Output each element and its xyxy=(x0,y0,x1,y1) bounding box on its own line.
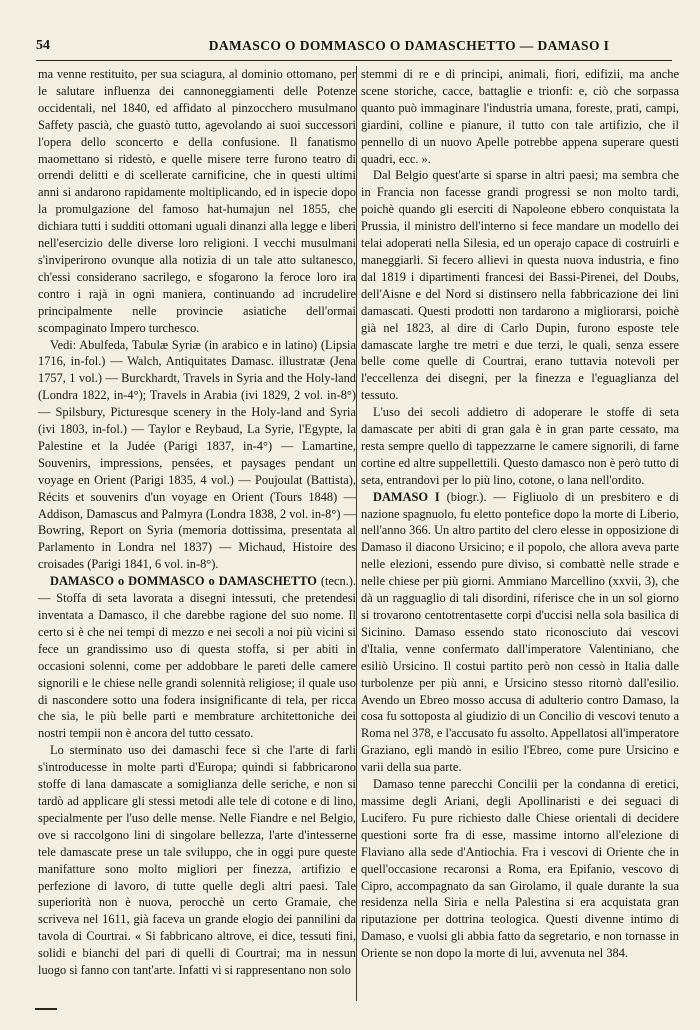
paragraph: stemmi di re e di principi, animali, fiori, edifizii, ma anche scene storiche, cacce, battaglie e trionfi: e, ciò che sorpassa quanto può immaginare l'industria umana, foreste, prati, campi, giardini, colline e pianure, il tutto con tale artifizio, che il pennello di un nuovo Apelle potrebbe appena superare questi quadri, ecc. ». xyxy=(361,67,679,166)
entry-damaso xyxy=(361,489,679,776)
paragraph: Damaso tenne parecchi Concilii per la condanna di eretici, massime degli Ariani, degli Apollinaristi e dei seguaci di Lucifero. Fu pure richiesto dalle Chiese orientali di decidere questioni sorte fra di esse, massime intorno all'elezione di Flaviano alla sede d'Antiochia. Fra i vescovi di Oriente che in quell'occasione recaronsi a Roma, era Epifanio, vescovo di Cipro, accompagnato da san Girolamo, il quale durante la sua residenza nella Siria e nella Palestina si era acquistata gran riputazione per dottrina teologica. Questi divenne intimo di Damaso, e vuolsi gli abbia fatto da segretario, e non tornasse in Oriente se non dopo la morte di lui, avvenuta nel 384. xyxy=(361,777,679,961)
paragraph: L'uso dei secoli addietro di adoperare le stoffe di seta damascate per abiti di gran gala è in gran parte cessato, ma resta sempre quello di tappezzarne le camere signorili, di farne cortine ed altre suppellettili. Questo damasco non è però tutto di seta, entrandovi per lo più lino, cotone, o lana nell'ordito. xyxy=(361,405,679,487)
page-number: 54 xyxy=(36,38,50,53)
right-column xyxy=(361,66,679,962)
entry-heading: DAMASCO o DOMMASCO o DAMASCHETTO xyxy=(50,574,317,589)
running-title: DAMASCO O DOMMASCO O DAMASCHETTO — DAMASO I xyxy=(208,38,610,53)
footer-mark xyxy=(35,1008,57,1010)
bibliography-paragraph: Vedi: Abulfeda, Tabulæ Syriæ (in arabico e in latino) (Lipsia 1716, in-fol.) — Walch, Antiquitates Damasc. illustratæ (Jena 1757, 1 vol.) — Burckhardt, Travels in Syria and the Holy-land (Londra 1822, in-4°); Travels in Arabia (ivi 1829, 2 vol. in-8°) — Spilsbury, Picturesque scenery in the Holy-land and Syria (ivi 1803, in-fol.) — Taylor e Reybaud, La Syrie, l'Egypte, la Palestine et la Judée (Parigi 1837, in-4°) — Lamartine, Souvenirs, impressions, pensées, et paysages pendant un voyage en Orient (Parigi 1835, 4 vol.) — Poujoulat (Battista), Récits et souvenirs d'un voyage en Orient (Tours 1848) — Addison, Damascus and Palmyra (Londra 1838, 2 vol. in-8°) — Bowring, Report on Syria (memoria dottissima, presentata al Parlamento in Londra nel 1837) — Michaud, Histoire des croisades (Parigi 1841, 6 vol. in-8°). xyxy=(38,337,356,572)
left-column xyxy=(38,66,356,979)
column-divider xyxy=(356,66,357,1001)
entry-text: (biogr.). — Figliuolo di un presbitero e di nazione spagnuolo, fu eletto pontefice dopo la morte di Liberio, nell'anno 366. Un altro partito del clero elesse in opposizione di Damaso il diacono Ursicino; e il popolo, che allora aveva parte nelle elezioni, essendo pure diviso, si combattè nelle strade e nelle chiese per più giorni. Ammiano Marcellino (xxvii, 3), che dà un ragguaglio di tali disordini, riferisce che in un sol giorno si trovarono centotrentasette corpi d'uccisi nella sola basilica di Sicinino. Damaso essendo stato riconosciuto dai vescovi d'Italia, venne confermato dall'imperatore Valentiniano, che esiliò Ursicino. Il costui partito però non cessò in Italia dalle turbolenze per più anni, e Ursicino stesso ritornò dall'esilio. Avendo un Ebreo mosso accusa di adulterio contro Damaso, la cosa fu sottoposta al giudizio di un Concilio di vescovi tenuto a Roma nel 378, e l'accusato fu assolto. Appellatosi all'imperatore Graziano, egli mandò in esilio l'Ebreo, come pure Ursicino e varii della sua parte. xyxy=(361,489,679,775)
running-header xyxy=(36,38,672,61)
entry-damasco xyxy=(38,573,356,742)
entry-heading: DAMASO I xyxy=(373,489,440,504)
paragraph: Dal Belgio quest'arte si sparse in altri paesi; ma sembra che in Francia non facesse grandi progressi se non molto tardi, poichè quando gli eserciti di Napoleone ebbero conquistata la Prussia, il ministro dell'interno si fece mandare un modello dei telai adoperati nella Silesia, ed un operajo capace di costruirli e maneggiarli. Si fecero allievi in questa nuova industria, e fino dal 1819 i dipartimenti francesi dei Bassi-Pirenei, del Doubs, dell'Aisne e del Nord si distinsero nella fabbricazione dei lini damascati. Questi prodotti non tardarono a migliorarsi, poichè già nel 1823, al dire di Carlo Dupin, furono esposte tele damascate larghe tre metri e due terzi, le quali, senza essere belle come quelle di Courtrai, erano tuttavia notevoli per l'eccellenza dei disegni, per la finezza e l'eguaglianza del tessuto. xyxy=(361,168,679,403)
entry-text: (tecn.). — Stoffa di seta lavorata a disegni intessuti, che pretendesi inventata a Damasco, il che darebbe ragione del suo nome. Il certo si è che nei tempi di mezzo e nei secoli a noi più vicini si fece un grandissimo uso di questa stoffa, si per abiti in occasioni solenni, come per addobbare le pareti delle camere signorili e le chiese nelle grandi solennità religiose; il quale uso di nascondere sotto una fodera insignificante di tela, per ricca che sia, le più belle parti e membrature architettoniche dei nostri tempii non è ancora del tutto cessato. xyxy=(38,574,356,741)
paragraph: Lo sterminato uso dei damaschi fece sì che l'arte di farli s'introducesse in molte parti d'Europa; quindi si fabbricarono stoffe di lana damascate a somiglianza delle seriche, e non si tardò ad applicare gli stessi metodi alle tele di cotone e di lino, specialmente per l'uso delle mense. Nelle Fiandre e nel Belgio, ove si raccolgono lini di singolare bellezza, l'arte d'intesserne tele damascate prese un tale sviluppo, che in oggi pure queste manifatture sono molto migliori per finezza, artifizio e perfezione di lavoro, di tutte quelle degli altri paesi. Tale superiorità non è nuova, perocchè un certo Gramaie, che scriveva nel 1611, già faceva un grande elogio dei pannilini da tavola di Courtrai. « Si fabbricano altrove, ei dice, tessuti fini, solidi e bianchi del pari di quelli di Courtrai; ma in nessun luogo si fanno con tant'arte. Infatti vi si rappresentano non solo xyxy=(38,743,356,978)
paragraph: ma venne restituito, per sua sciagura, al dominio ottomano, per le salutare influenza dei cannoneggiamenti delle Potenze occidentali, nel 1840, ed affidato al pinzocchero musulmano Saffety pascià, che guastò tutto, agevolando ai suoi successori l'opera dello sconcerto e della confusione. Il fanatismo maomettano si ridestò, e quelle misere terre furono teatro di orrendi delitti e di scellerate carnificine, che in questi ultimi anni si andarono rapidamente moltiplicando, ed in ispecie dopo la promulgazione del famoso hat-humajun nel 1855, che dichiara tutti i sudditi ottomani uguali dinanzi alla legge e liberi nell'esercizio delle diverse loro religioni. I vecchi musulmani s'inviperirono ovunque alla notizia di un tale atto sultanesco, ch'essi considerano sacrilego, e sfogarono la feroce loro ira contro i rajà in ogni maniera, continuando ad incrudelire principalmente nelle provincie asiatiche dell'ormai scompaginato Impero turchesco. xyxy=(38,67,356,335)
